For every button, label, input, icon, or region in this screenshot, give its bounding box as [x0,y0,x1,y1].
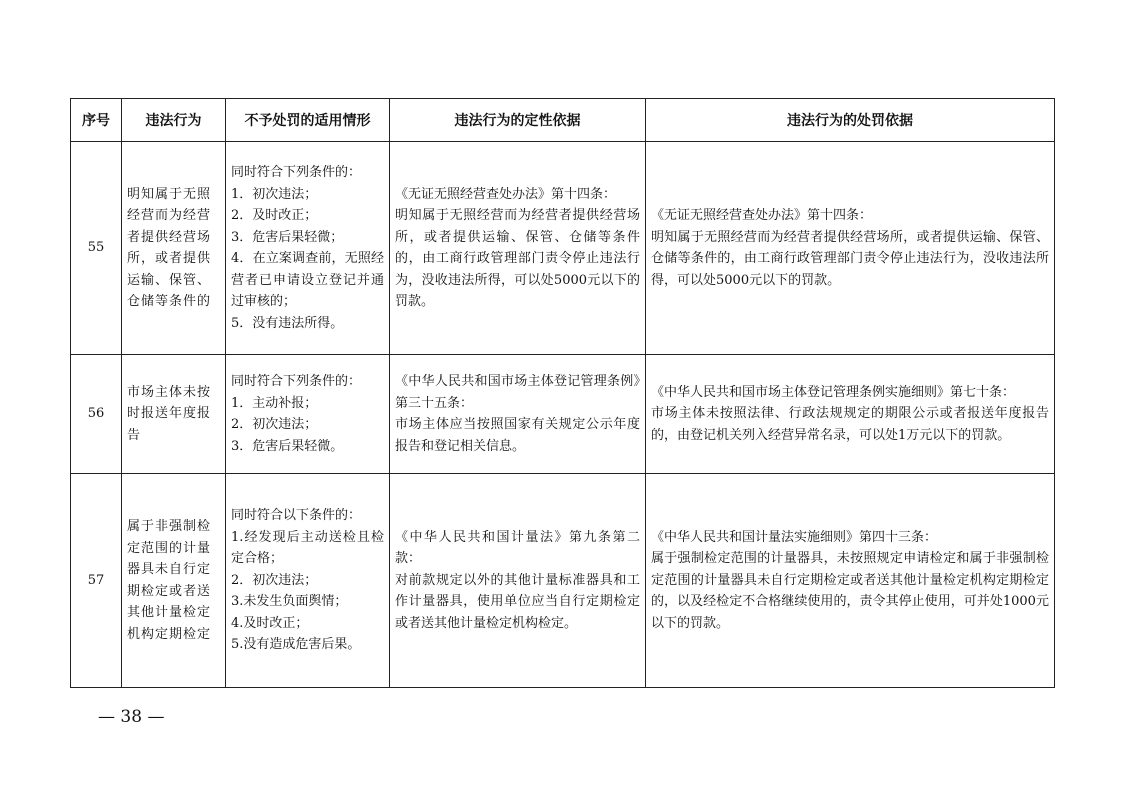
header-definition-basis: 违法行为的定性依据 [390,99,646,142]
penalty-basis [646,355,1055,474]
basis-citation: 《中华人民共和国市场主体登记管理条例》第三十五条： [395,374,640,411]
exemption-line: 同时符合下列条件的： [231,374,362,389]
violation-text: 属于非强制检定范围的计量器具未自行定期检定或者送其他计量检定机构定期检定 [122,474,226,688]
exemption-line: 4.及时改正； [231,615,309,631]
exemption-line: 2．及时改正； [231,208,318,223]
table-row [71,474,1055,688]
page-number: — 38 — [98,707,165,727]
basis-citation: 《中华人民共和国计量法》第九条第二款： [395,529,640,567]
basis-citation: 《无证无照经营查处办法》第十四条： [395,186,617,202]
penalty-basis [646,474,1055,688]
header-violation: 违法行为 [122,99,226,142]
exemption-conditions [226,355,390,474]
exemption-line: 5.没有造成危害后果。 [231,637,361,653]
exemption-line: 同时符合以下条件的： [231,508,362,524]
penalty-citation: 《中华人民共和国计量法实施细则》第四十三条： [651,529,938,545]
header-penalty-basis: 违法行为的处罚依据 [646,99,1055,142]
penalty-text: 市场主体未按照法律、行政法规规定的期限公示或者报送年度报告的，由登记机关列入经营异常名录，可以处1万元以下的罚款。 [651,406,1049,443]
violation-text: 明知属于无照经营而为经营者提供经营场所，或者提供运输、保管、仓储等条件的 [122,142,226,355]
exemption-line: 3．危害后果轻微。 [231,438,344,454]
penalty-text: 属于强制检定范围的计量器具，未按照规定申请检定和属于非强制检定范围的计量器具未自行定期检定或者送其他计量检定机构定期检定的，以及经检定不合格继续使用的，责令其停止使用，可并处1000元以下的罚款。 [651,551,1049,631]
table-header-row [71,99,1055,142]
exemption-line: 1．初次违法； [231,186,318,202]
basis-text: 市场主体应当按照国家有关规定公示年度报告和登记相关信息。 [395,417,640,454]
exemption-line: 2．初次违法； [231,417,318,432]
penalty-citation: 《中华人民共和国市场主体登记管理条例实施细则》第七十条： [651,384,1016,400]
definition-basis [390,474,646,688]
exemption-line: 4．在立案调查前，无照经营者已申请设立登记并通过审核的； [231,251,384,309]
definition-basis [390,142,646,355]
exemption-line: 5．没有违法所得。 [231,315,344,331]
penalty-exemption-table [70,98,1055,688]
exemption-conditions [226,474,390,688]
row-number: 56 [71,355,122,474]
penalty-citation: 《无证无照经营查处办法》第十四条： [651,208,873,223]
basis-text: 明知属于无照经营而为经营者提供经营场所，或者提供运输、保管、仓储等条件的，由工商行政管理部门责令停止违法行为，没收违法所得，可以处5000元以下的罚款。 [395,208,640,309]
exemption-line: 1．主动补报； [231,395,318,411]
exemption-line: 1.经发现后主动送检且检定合格； [231,529,384,567]
table-row [71,142,1055,355]
exemption-line: 3.未发生负面舆情； [231,594,348,610]
exemption-line: 3．危害后果轻微； [231,229,344,245]
exemption-conditions [226,142,390,355]
penalty-basis [646,142,1055,355]
basis-text: 对前款规定以外的其他计量标准器具和工作计量器具，使用单位应当自行定期检定或者送其他计量检定机构检定。 [395,572,640,631]
row-number: 55 [71,142,122,355]
row-number: 57 [71,474,122,688]
penalty-text: 明知属于无照经营而为经营者提供经营场所，或者提供运输、保管、仓储等条件的，由工商行政管理部门责令停止违法行为，没收违法所得，可以处5000元以下的罚款。 [651,229,1049,288]
table-row [71,355,1055,474]
header-no: 序号 [71,99,122,142]
exemption-line: 同时符合下列条件的： [231,165,362,180]
violation-text: 市场主体未按时报送年度报告 [122,355,226,474]
definition-basis [390,355,646,474]
header-exemption-conditions: 不予处罚的适用情形 [226,99,390,142]
exemption-line: 2．初次违法； [231,572,318,588]
